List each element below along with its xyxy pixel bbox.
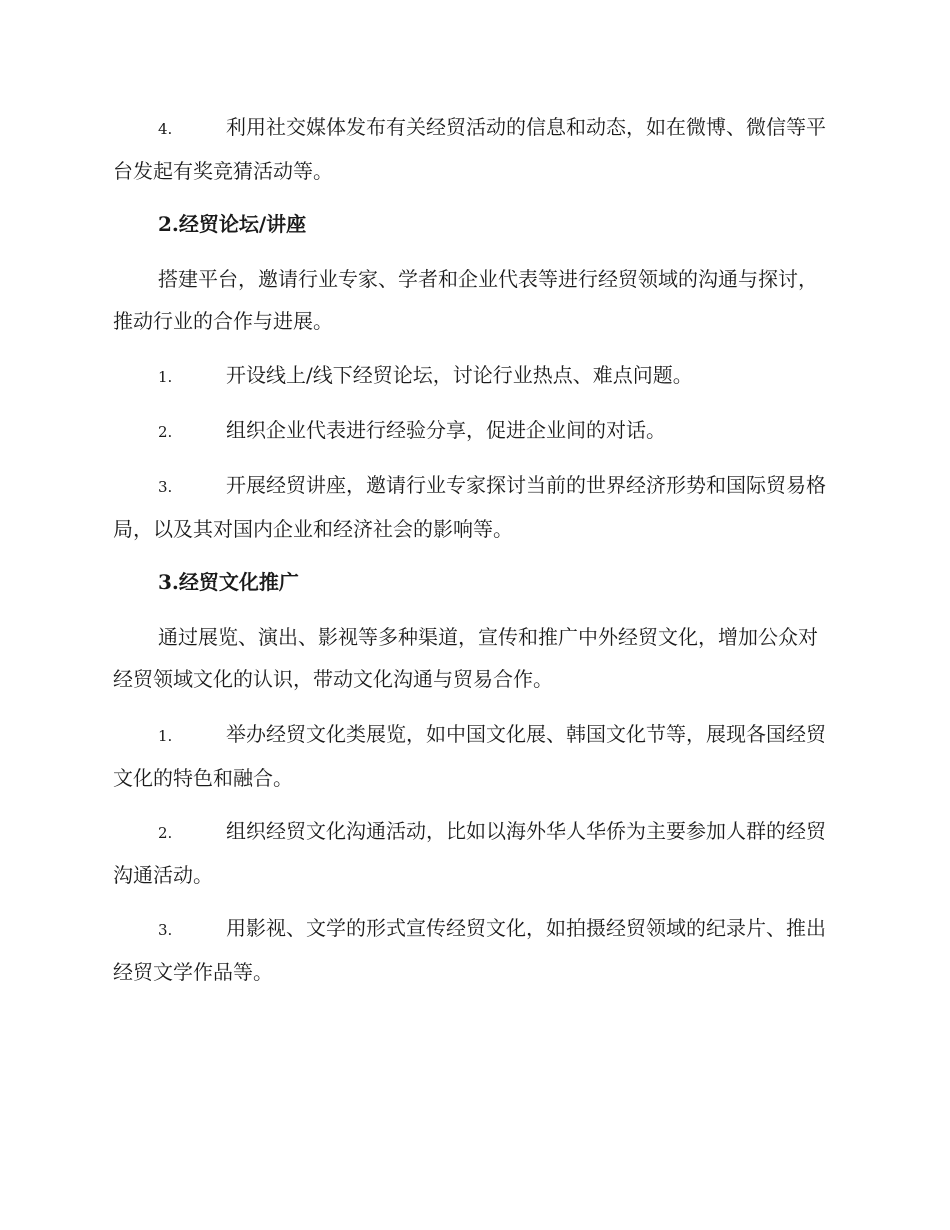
list-item-text: 举办经贸文化类展览，如中国文化展、韩国文化节等，展现各国经贸文化的特色和融合。 <box>113 722 826 790</box>
list-item-text: 利用社交媒体发布有关经贸活动的信息和动态，如在微博、微信等平台发起有奖竞猜活动等。 <box>113 115 826 183</box>
list-item-number: 2. <box>158 423 173 441</box>
list-item <box>113 907 833 993</box>
list-item <box>113 409 833 453</box>
list-item <box>113 354 833 398</box>
list-item <box>113 106 833 192</box>
section-heading: 2.经贸论坛/讲座 <box>158 212 307 236</box>
list-item-text: 开设线上/线下经贸论坛，讨论行业热点、难点问题。 <box>226 363 693 387</box>
list-item-number: 1. <box>158 727 173 745</box>
list-item-number: 2. <box>158 824 173 842</box>
list-item-text: 开展经贸讲座，邀请行业专家探讨当前的世界经济形势和国际贸易格局，以及其对国内企业和经济社会的影响等。 <box>113 473 826 541</box>
list-item <box>113 713 833 799</box>
section-intro-paragraph: 通过展览、演出、影视等多种渠道，宣传和推广中外经贸文化，增加公众对经贸领域文化的认识，带动文化沟通与贸易合作。 <box>113 625 818 691</box>
list-item-number: 3. <box>158 921 173 939</box>
list-item-number: 3. <box>158 478 173 496</box>
list-item-number: 4. <box>158 120 173 138</box>
list-item-number: 1. <box>158 368 173 386</box>
list-item-text: 组织企业代表进行经验分享，促进企业间的对话。 <box>226 418 666 442</box>
section-heading: 3.经贸文化推广 <box>158 570 299 594</box>
section-intro-paragraph: 搭建平台，邀请行业专家、学者和企业代表等进行经贸领域的沟通与探讨，推动行业的合作与进展。 <box>113 267 818 333</box>
list-item <box>113 464 833 550</box>
list-item-text: 用影视、文学的形式宣传经贸文化，如拍摄经贸领域的纪录片、推出经贸文学作品等。 <box>113 916 826 984</box>
list-item <box>113 810 833 896</box>
list-item-text: 组织经贸文化沟通活动，比如以海外华人华侨为主要参加人群的经贸沟通活动。 <box>113 819 826 887</box>
